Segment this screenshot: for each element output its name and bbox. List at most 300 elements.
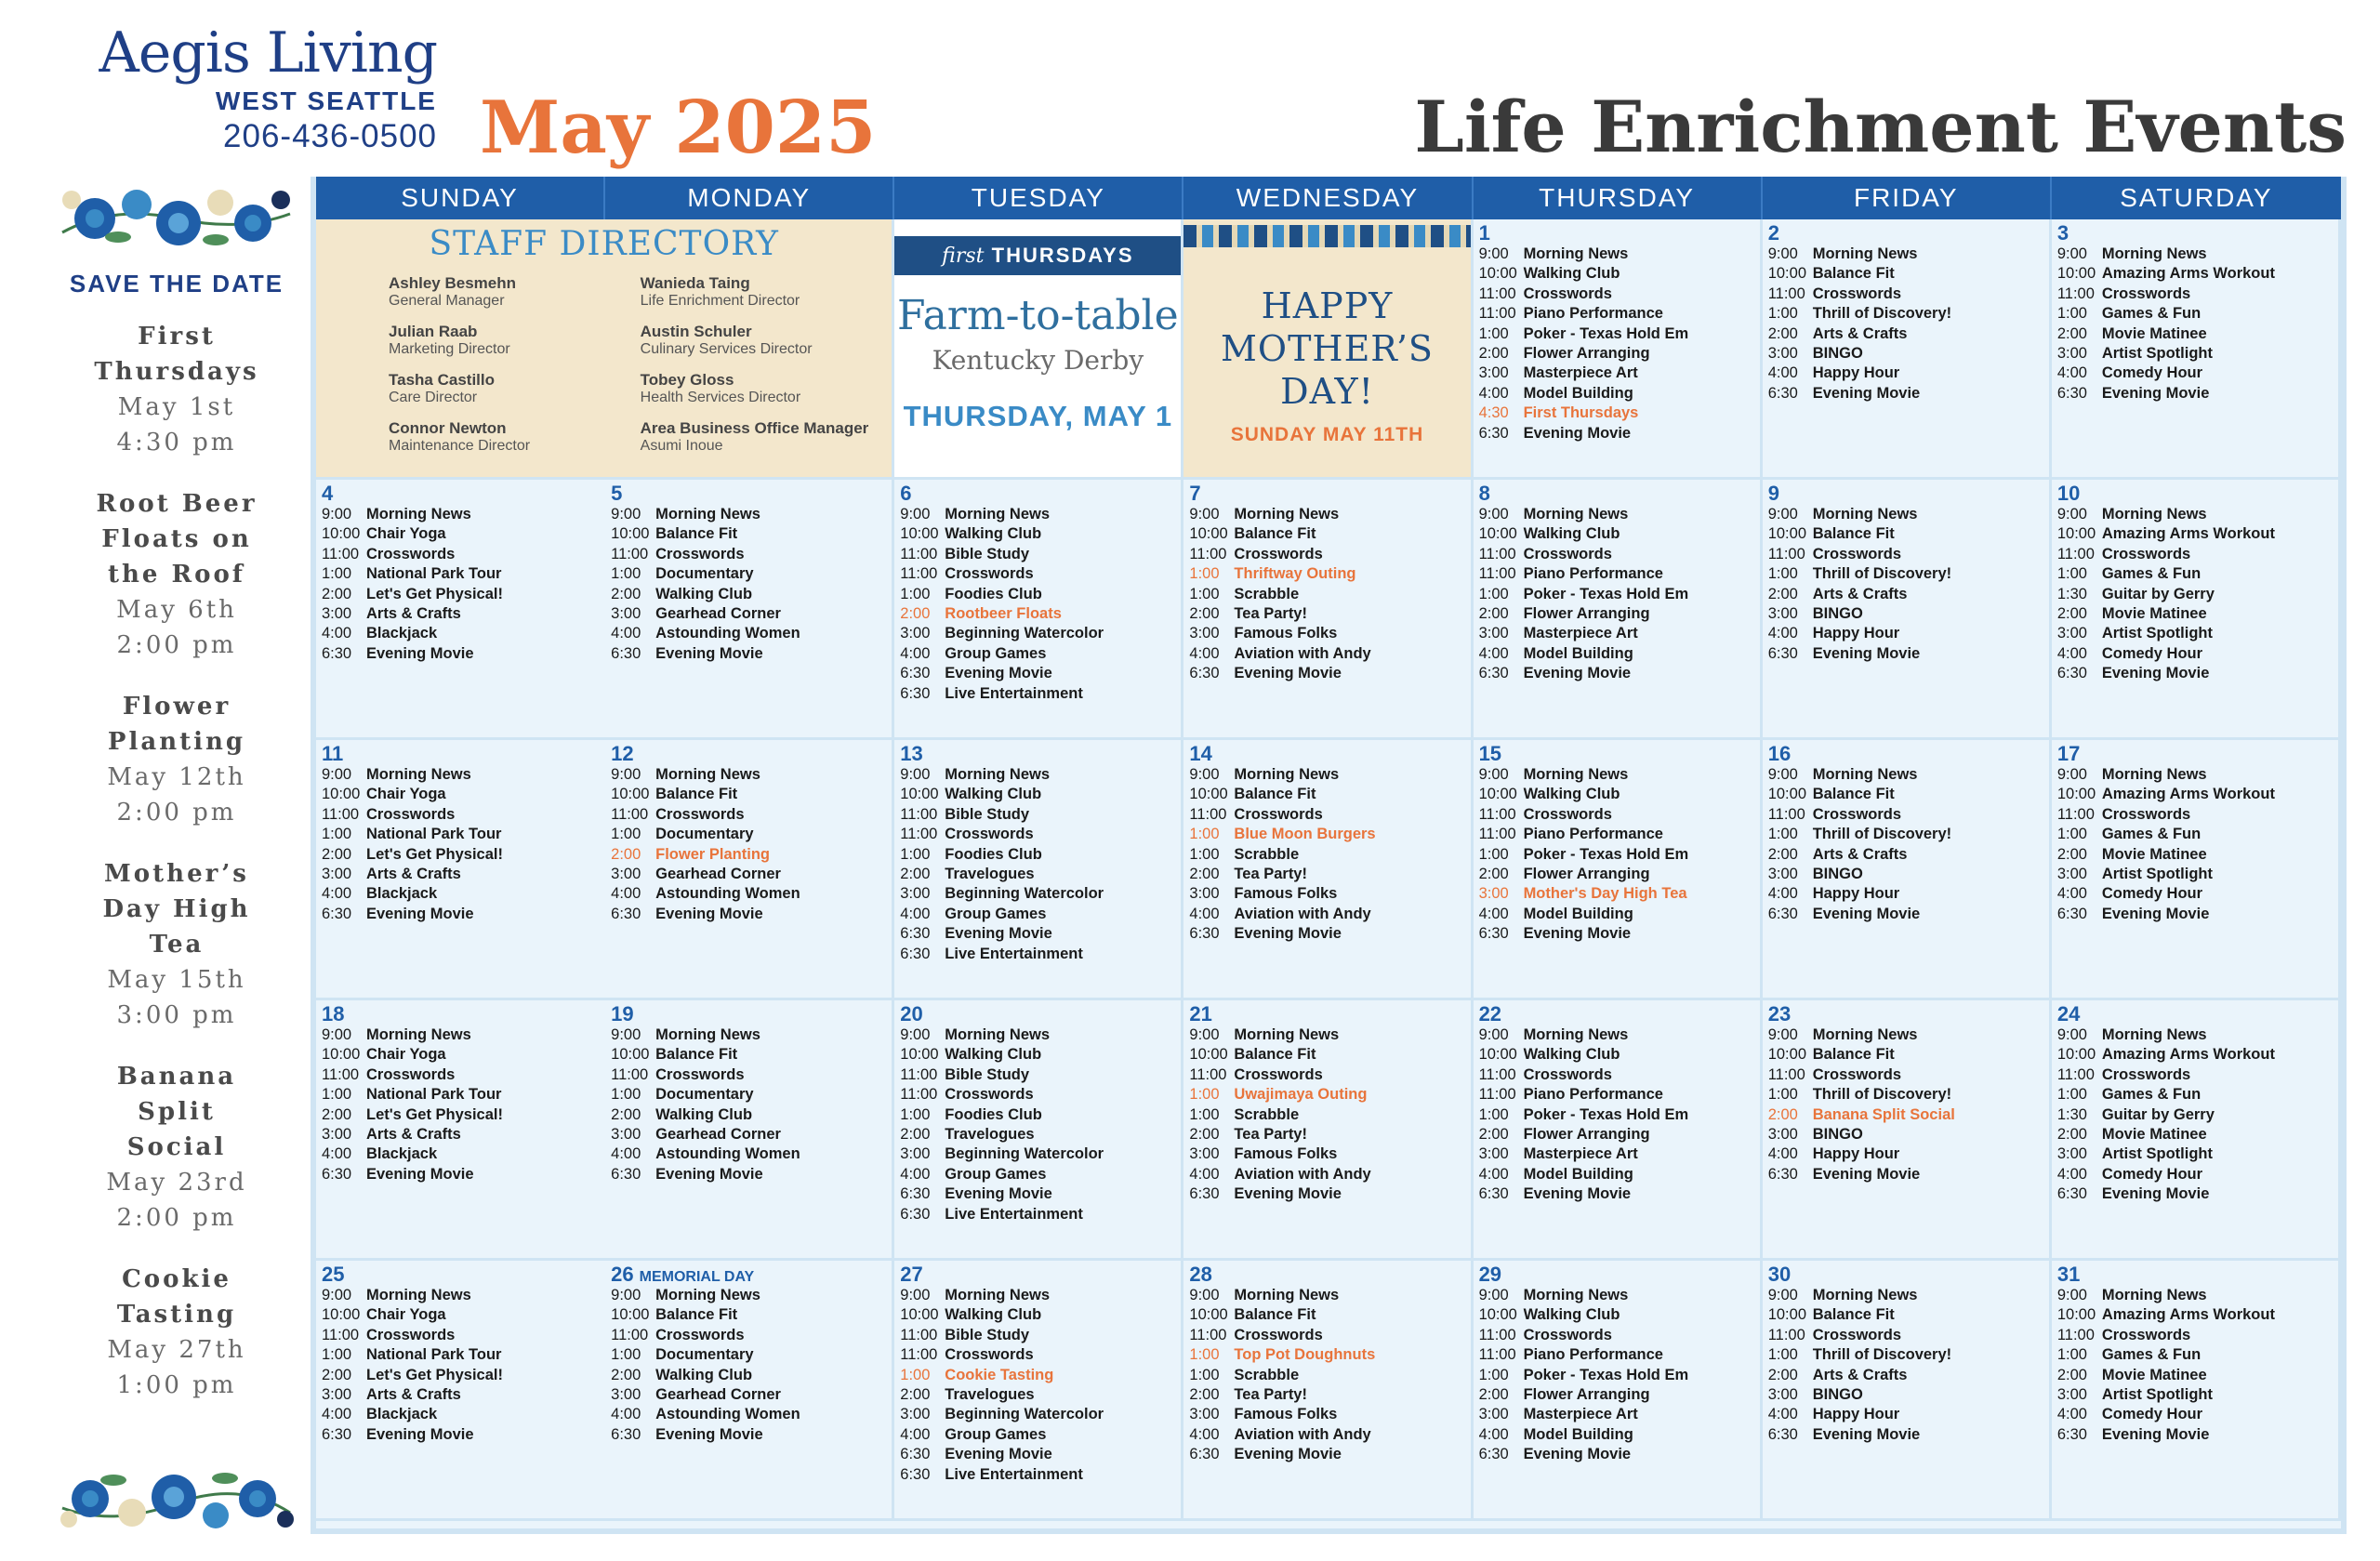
calendar-day-cell (316, 740, 605, 1000)
activity-name: Walking Club (1523, 786, 1620, 803)
activity-item (1479, 1144, 1754, 1164)
activity-name: Evening Movie (2101, 1425, 2210, 1443)
activity-name: Poker - Texas Hold Em (1523, 1366, 1689, 1383)
activity-time: 2:00 (1189, 1126, 1220, 1144)
activity-time: 4:00 (2056, 1406, 2087, 1423)
activity-time: 3:00 (1767, 345, 1798, 363)
day-number: 14 (1189, 742, 1212, 765)
calendar-day-cell (1474, 740, 1763, 1000)
activity-item (1768, 765, 2043, 785)
activity-time: 11:00 (1767, 1065, 1805, 1083)
activity-time: 9:00 (1189, 506, 1220, 523)
activity-name: Games & Fun (2101, 826, 2202, 843)
activity-name: Flower Arranging (1523, 866, 1650, 883)
logo (93, 20, 437, 156)
activity-name: Blackjack (366, 1406, 438, 1423)
activity-name: Flower Planting (655, 845, 770, 863)
calendar-day-cell (605, 1000, 894, 1261)
save-date-event (37, 1059, 316, 1236)
activity-time: 10:00 (1478, 1046, 1517, 1064)
activity-time: 6:30 (611, 644, 641, 662)
activity-name: Aviation with Andy (1234, 905, 1371, 922)
activity-item (2057, 865, 2333, 884)
activity-name: Flower Arranging (1523, 1126, 1650, 1144)
day-number: 22 (1478, 1002, 1502, 1025)
activity-item (900, 785, 1175, 804)
activity-time: 10:00 (1767, 525, 1806, 543)
save-date-event-name: Root Beer Floats on the Roof (96, 490, 258, 589)
activity-item (900, 1065, 1175, 1085)
activity-name: Morning News (366, 506, 471, 523)
phone-number: 206-436-0500 (223, 118, 437, 154)
activity-name: Amazing Arms Workout (2101, 1046, 2275, 1064)
activity-time: 11:00 (900, 565, 938, 583)
activity-time: 10:00 (322, 1046, 361, 1064)
activity-item (1189, 805, 1464, 825)
activity-name: Evening Movie (1234, 665, 1342, 682)
activity-item (1768, 324, 2043, 344)
activity-item (900, 545, 1175, 564)
day-header (1768, 223, 2043, 245)
activity-name: Gearhead Corner (655, 1386, 781, 1404)
activity-item (900, 1125, 1175, 1144)
activity-name: Mother's Day High Tea (1523, 885, 1687, 903)
activity-name: BINGO (1812, 1386, 1863, 1404)
activity-item (1479, 505, 1754, 524)
activity-item (1479, 1425, 1754, 1445)
activity-item (900, 1045, 1175, 1065)
activity-name: Morning News (1812, 1026, 1918, 1043)
activity-name: Morning News (1234, 766, 1340, 783)
activity-name: Evening Movie (945, 665, 1052, 682)
activity-item (322, 1366, 600, 1385)
activity-item (1189, 1025, 1464, 1045)
brand-name: Aegis Living (99, 20, 437, 86)
day-header (1479, 1264, 1754, 1286)
activity-name: Bible Study (945, 1326, 1030, 1343)
activity-item (2057, 505, 2333, 524)
calendar-day-cell (1474, 219, 1763, 480)
activity-name: Crosswords (2101, 1326, 2191, 1343)
activity-time: 2:00 (1189, 866, 1220, 883)
activity-item (900, 1305, 1175, 1325)
activity-name: Morning News (945, 1287, 1051, 1303)
activity-time: 10:00 (322, 525, 361, 543)
activity-time: 3:00 (322, 605, 352, 623)
activity-name: Group Games (945, 905, 1047, 922)
activity-item (900, 684, 1175, 704)
activity-item (900, 1465, 1175, 1485)
activity-time: 1:00 (1189, 1346, 1220, 1364)
activity-name: Artist Spotlight (2101, 1386, 2213, 1404)
activity-item (1189, 1184, 1464, 1204)
activity-item (1189, 1445, 1464, 1464)
save-date-event-time: 1:00 pm (116, 1371, 237, 1399)
activity-time: 4:00 (1767, 625, 1798, 642)
activity-time: 1:00 (1478, 845, 1509, 863)
activity-name: Artist Spotlight (2101, 1145, 2213, 1163)
activity-time: 3:00 (1478, 1145, 1509, 1163)
activity-name: Gearhead Corner (655, 605, 781, 623)
activity-name: Morning News (1234, 506, 1340, 523)
activity-name: Arts & Crafts (366, 605, 461, 623)
activity-time: 9:00 (1478, 1287, 1509, 1303)
activity-item (2057, 364, 2333, 383)
day-header (1479, 1004, 1754, 1025)
activity-time: 6:30 (900, 1205, 931, 1223)
activity-name: Balance Fit (655, 1306, 738, 1324)
activity-item (611, 765, 886, 785)
activity-name: Balance Fit (655, 525, 738, 543)
staff-entry (389, 274, 622, 310)
calendar-day-cell (2052, 1000, 2341, 1261)
day-number: 4 (322, 482, 334, 505)
activity-name: Thrill of Discovery! (1812, 826, 1952, 843)
activity-name: Famous Folks (1234, 885, 1338, 903)
activity-name: Balance Fit (1234, 1306, 1316, 1324)
month-title: May 2025 (480, 86, 877, 170)
weekday-label: MONDAY (605, 177, 894, 219)
activity-time: 10:00 (322, 786, 361, 803)
day-number: 20 (900, 1002, 923, 1025)
activity-time: 1:00 (1189, 1086, 1220, 1104)
activity-item (1768, 1065, 2043, 1085)
activity-name: Masterpiece Art (1523, 364, 1638, 382)
activity-time: 11:00 (322, 805, 360, 823)
activity-item (1768, 245, 2043, 264)
activity-time: 11:00 (1189, 1326, 1227, 1343)
activity-name: Aviation with Andy (1234, 644, 1371, 662)
activity-name: Crosswords (1812, 1326, 1902, 1343)
activity-time: 11:00 (1478, 565, 1516, 583)
activity-name: Masterpiece Art (1523, 625, 1638, 642)
activity-name: Morning News (1523, 1026, 1629, 1043)
activity-time: 10:00 (2056, 265, 2096, 283)
save-date-event-time: 2:00 pm (116, 631, 237, 659)
activity-time: 9:00 (2056, 245, 2087, 262)
activity-time: 11:00 (322, 1065, 360, 1083)
activity-name: Flower Arranging (1523, 1386, 1650, 1404)
activity-name: Beginning Watercolor (945, 625, 1104, 642)
activity-item (1479, 805, 1754, 825)
activity-time: 6:30 (900, 925, 931, 943)
activity-item (2057, 1425, 2333, 1445)
activity-name: Morning News (366, 1026, 471, 1043)
calendar-day-cell (1183, 1000, 1473, 1261)
calendar-day-cell (1474, 480, 1763, 740)
activity-time: 11:00 (1478, 805, 1516, 823)
activity-name: BINGO (1812, 345, 1863, 363)
activity-item (1479, 424, 1754, 443)
activity-time: 6:30 (1189, 925, 1220, 943)
activity-item (322, 825, 600, 844)
activity-time: 1:00 (2056, 305, 2087, 323)
activity-item (900, 524, 1175, 544)
activity-name: Masterpiece Art (1523, 1406, 1638, 1423)
save-date-event-name: Flower Planting (107, 693, 246, 756)
activity-item (1768, 1366, 2043, 1385)
activity-item (2057, 1085, 2333, 1105)
activity-name: Tea Party! (1234, 605, 1307, 623)
activity-name: Live Entertainment (945, 1465, 1083, 1483)
activity-time: 3:00 (1478, 625, 1509, 642)
activity-time: 2:00 (611, 585, 641, 602)
activity-name: Model Building (1523, 905, 1633, 922)
weekday-label: FRIDAY (1763, 177, 2052, 219)
day-header (1189, 744, 1464, 765)
activity-item (1768, 805, 2043, 825)
activity-name: Aviation with Andy (1234, 1425, 1371, 1443)
activity-name: Crosswords (1523, 545, 1612, 562)
activity-time: 10:00 (2056, 1046, 2096, 1064)
activity-item (900, 1165, 1175, 1184)
activity-time: 11:00 (900, 1346, 938, 1364)
activity-time: 11:00 (900, 1086, 938, 1104)
staff-entry (389, 419, 622, 455)
calendar-day-cell (1474, 1261, 1763, 1521)
activity-item (2057, 1184, 2333, 1204)
brand-location: WEST SEATTLE (215, 86, 437, 115)
activity-name: Blackjack (366, 625, 438, 642)
activity-name: Evening Movie (655, 1165, 763, 1183)
staff-directory (316, 219, 894, 480)
activity-time: 11:00 (1189, 805, 1227, 823)
first-thursdays-banner (894, 236, 1181, 275)
activity-item (900, 1105, 1175, 1125)
activity-item (1189, 505, 1464, 524)
activity-time: 6:30 (1478, 424, 1509, 442)
day-number: 12 (611, 742, 634, 765)
activity-name: Amazing Arms Workout (2101, 1306, 2275, 1324)
activity-time: 2:00 (2056, 605, 2087, 623)
activity-time: 4:00 (1478, 905, 1509, 922)
activity-time: 1:00 (322, 1086, 352, 1104)
activity-item (2057, 284, 2333, 304)
activity-item (2057, 1366, 2333, 1385)
activity-time: 4:00 (1189, 1425, 1220, 1443)
activity-name: Happy Hour (1812, 364, 1900, 382)
activity-item (1768, 865, 2043, 884)
activity-item (1479, 825, 1754, 844)
day-header (322, 744, 600, 765)
activity-item (2057, 644, 2333, 664)
activity-item (611, 1345, 886, 1365)
activity-item (611, 1085, 886, 1105)
save-date-event (37, 1262, 316, 1403)
activity-time: 11:00 (1189, 545, 1227, 562)
activity-time: 4:00 (1189, 1165, 1220, 1183)
activity-item (2057, 664, 2333, 683)
activity-item (1189, 1345, 1464, 1365)
calendar-day-cell (316, 1000, 605, 1261)
activity-name: Morning News (2101, 766, 2207, 783)
activity-name: Games & Fun (2101, 565, 2202, 583)
activity-item (2057, 884, 2333, 904)
day-number: 16 (1767, 742, 1792, 765)
activity-name: Bible Study (945, 1065, 1030, 1083)
activity-item (1479, 344, 1754, 364)
activity-time: 4:00 (1478, 384, 1509, 402)
activity-name: Evening Movie (945, 1446, 1052, 1463)
activity-item (2057, 785, 2333, 804)
activity-name: Morning News (945, 506, 1051, 523)
activity-name: Live Entertainment (945, 1205, 1083, 1223)
save-date-event-date: May 1st (117, 393, 236, 421)
activity-item (1189, 905, 1464, 924)
activity-item (1479, 585, 1754, 604)
activity-item (611, 805, 886, 825)
activity-item (1768, 845, 2043, 865)
activity-time: 9:00 (1767, 506, 1798, 523)
activity-name: Walking Club (1523, 525, 1620, 543)
activity-time: 3:00 (1189, 1406, 1220, 1423)
activity-time: 1:00 (1189, 585, 1220, 602)
activity-name: Crosswords (2101, 545, 2191, 562)
activity-name: Morning News (1523, 245, 1629, 262)
activity-name: Let's Get Physical! (366, 585, 503, 602)
activity-item (1479, 1025, 1754, 1045)
activity-time: 9:00 (322, 766, 352, 783)
activity-item (611, 1405, 886, 1424)
activity-name: Thrill of Discovery! (1812, 1346, 1952, 1364)
activity-item (1768, 884, 2043, 904)
activity-name: Chair Yoga (366, 786, 446, 803)
activity-time: 11:00 (1767, 1326, 1805, 1343)
day-number: 9 (1767, 482, 1779, 505)
day-header (322, 1004, 600, 1025)
activity-name: Evening Movie (1234, 1446, 1342, 1463)
activity-name: BINGO (1812, 866, 1863, 883)
activity-time: 2:00 (900, 605, 931, 623)
activity-name: Games & Fun (2101, 1346, 2202, 1364)
activity-time: 6:30 (611, 1425, 641, 1443)
activity-item (322, 1105, 600, 1125)
mothers-day-promo (1183, 219, 1473, 480)
activity-item (611, 1286, 886, 1305)
activity-name: Movie Matinee (2101, 1366, 2207, 1383)
activity-time: 4:00 (1767, 364, 1798, 382)
activity-item (1189, 545, 1464, 564)
calendar-day-cell (894, 1261, 1183, 1521)
save-the-date-heading: SAVE THE DATE (69, 270, 284, 298)
mothers-day-date: SUNDAY MAY 11TH (1230, 424, 1424, 445)
activity-name: Happy Hour (1812, 625, 1900, 642)
activity-time: 9:00 (1767, 1287, 1798, 1303)
activity-item (1768, 344, 2043, 364)
activity-name: Crosswords (366, 1065, 456, 1083)
day-number: 13 (900, 742, 923, 765)
save-date-event-time: 2:00 pm (116, 1204, 237, 1232)
activity-time: 3:00 (1767, 866, 1798, 883)
activity-name: Tea Party! (1234, 1386, 1307, 1404)
activity-item (1479, 324, 1754, 344)
activity-time: 1:00 (1189, 1366, 1220, 1383)
day-number: 25 (322, 1263, 345, 1286)
activity-time: 2:00 (1767, 845, 1798, 863)
activity-item (1479, 1445, 1754, 1464)
activity-time: 4:00 (900, 905, 931, 922)
activity-item (611, 644, 886, 664)
activity-name: Beginning Watercolor (945, 885, 1104, 903)
activity-time: 6:30 (322, 1165, 352, 1183)
activity-time: 4:00 (1189, 905, 1220, 922)
activity-time: 6:30 (322, 905, 352, 922)
activity-time: 3:00 (322, 1126, 352, 1144)
activity-time: 2:00 (900, 866, 931, 883)
activity-name: Evening Movie (1812, 384, 1921, 402)
staff-entry (641, 371, 874, 406)
activity-name: Crosswords (1812, 284, 1902, 302)
staff-name: Julian Raab (389, 323, 478, 340)
staff-name: Connor Newton (389, 419, 507, 437)
activity-item (1189, 1165, 1464, 1184)
activity-item (1768, 524, 2043, 544)
weekday-label: TUESDAY (894, 177, 1183, 219)
activity-item (900, 1445, 1175, 1464)
calendar-day-cell (605, 480, 894, 740)
activity-name: Bible Study (945, 545, 1030, 562)
activity-item (1189, 924, 1464, 944)
activity-name: Walking Club (945, 525, 1042, 543)
activity-item (2057, 324, 2333, 344)
activity-time: 4:00 (2056, 364, 2087, 382)
activity-item (1479, 664, 1754, 683)
activity-time: 1:00 (1767, 1346, 1798, 1364)
activity-name: Crosswords (2101, 1065, 2191, 1083)
activity-item (322, 905, 600, 924)
activity-time: 10:00 (1478, 525, 1517, 543)
activity-time: 4:00 (2056, 644, 2087, 662)
activity-time: 4:00 (1478, 644, 1509, 662)
activity-time: 1:00 (2056, 826, 2087, 843)
save-date-event (37, 486, 316, 663)
activity-item (2057, 1105, 2333, 1125)
activity-name: Artist Spotlight (2101, 345, 2213, 363)
calendar-day-cell (1763, 1000, 2052, 1261)
activity-item (322, 585, 600, 604)
activity-name: Crosswords (655, 1326, 745, 1343)
activity-name: Guitar by Gerry (2101, 585, 2215, 602)
activity-name: Morning News (1812, 766, 1918, 783)
activity-time: 4:00 (1767, 1145, 1798, 1163)
calendar-day-cell (605, 740, 894, 1000)
activity-name: Aviation with Andy (1234, 1165, 1371, 1183)
activity-time: 11:00 (1767, 545, 1805, 562)
activity-item (1189, 1065, 1464, 1085)
activity-name: Arts & Crafts (366, 1386, 461, 1404)
staff-directory-title: STAFF DIRECTORY (429, 225, 779, 263)
calendar (311, 177, 2347, 1534)
activity-name: Morning News (1812, 1287, 1918, 1303)
activity-name: Flower Arranging (1523, 605, 1650, 623)
activity-item (1479, 284, 1754, 304)
activity-name: Blue Moon Burgers (1234, 826, 1376, 843)
activity-time: 9:00 (322, 1026, 352, 1043)
activity-item (1768, 905, 2043, 924)
activity-name: Famous Folks (1234, 1145, 1338, 1163)
calendar-day-cell (1183, 740, 1473, 1000)
day-header (1768, 1004, 2043, 1025)
activity-name: Thriftway Outing (1234, 565, 1356, 583)
activity-item (1479, 524, 1754, 544)
activity-name: Poker - Texas Hold Em (1523, 1105, 1689, 1123)
staff-role: Asumi Inoue (640, 438, 723, 454)
activity-time: 9:00 (1767, 766, 1798, 783)
activity-name: Morning News (1523, 506, 1629, 523)
activity-time: 11:00 (900, 1065, 938, 1083)
activity-time: 11:00 (900, 826, 938, 843)
activity-time: 3:00 (611, 866, 641, 883)
